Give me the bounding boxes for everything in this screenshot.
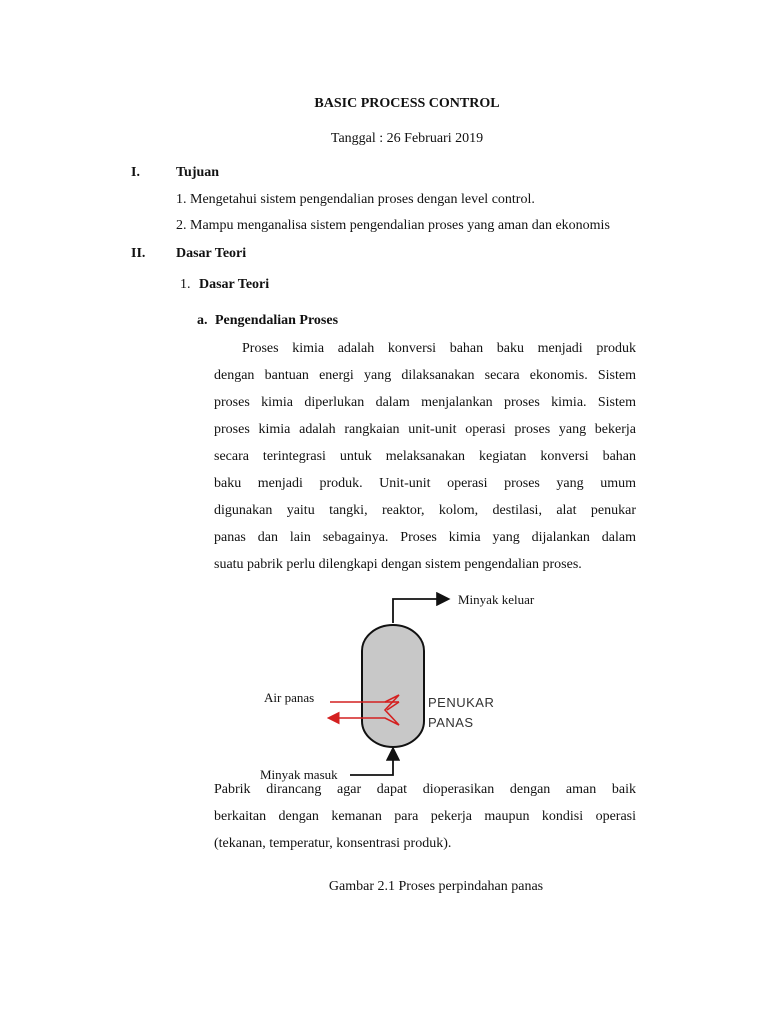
paragraph-line: berkaitan dengan kemanan para pekerja maupun kondisi operasi — [214, 809, 636, 824]
figure-caption: Gambar 2.1 Proses perpindahan panas — [328, 879, 544, 894]
paragraph-line: proses kimia diperlukan dalam menjalankan proses kimia. Sistem — [214, 395, 636, 410]
section-2-number: II. — [131, 246, 146, 261]
section-1-number: I. — [131, 165, 140, 180]
paragraph-process-chemistry — [214, 335, 636, 578]
paragraph-line: baku menjadi produk. Unit-unit operasi proses yang umum — [214, 476, 636, 491]
paragraph-line: suatu pabrik perlu dilengkapi dengan sistem pengendalian proses. — [214, 557, 582, 572]
label-oil-out: Minyak keluar — [458, 592, 535, 607]
section-1-heading: Tujuan — [176, 165, 220, 180]
label-hot-water: Air panas — [264, 690, 315, 705]
document-title: BASIC PROCESS CONTROL — [314, 96, 500, 111]
subsubsection-heading: Pengendalian Proses — [215, 313, 339, 328]
inlet-pipe — [350, 750, 393, 775]
paragraph-line: digunakan yaitu tangki, reaktor, kolom, destilasi, alat penukar — [214, 503, 636, 518]
label-oil-in: Minyak masuk — [260, 767, 338, 782]
subsubsection-label: a. — [197, 313, 208, 328]
paragraph-line: dengan bantuan energi yang dilaksanakan secara ekonomis. Sistem — [214, 368, 636, 383]
vessel — [362, 625, 424, 747]
paragraph-line: (tekanan, temperatur, konsentrasi produk). — [214, 836, 452, 851]
document-date: Tanggal : 26 Februari 2019 — [330, 131, 484, 146]
paragraph-plant-design — [214, 776, 636, 857]
objective-item-1: 1. Mengetahui sistem pengendalian proses dengan level control. — [176, 192, 535, 207]
paragraph-line: secara terintegrasi untuk melaksanakan kegiatan konversi bahan — [214, 449, 636, 464]
outlet-pipe — [393, 599, 447, 623]
objective-item-2: 2. Mampu menganalisa sistem pengendalian proses yang aman dan ekonomis — [176, 218, 610, 233]
paragraph-line: Pabrik dirancang agar dapat dioperasikan dengan aman baik — [214, 782, 636, 797]
heat-exchanger-diagram — [255, 585, 555, 785]
label-exchanger-line2: PANAS — [428, 715, 474, 730]
paragraph-line: panas dan lain sebagainya. Proses kimia yang dijalankan dalam — [214, 530, 636, 545]
section-2-heading: Dasar Teori — [176, 246, 247, 261]
paragraph-line: Proses kimia adalah konversi bahan baku menjadi produk — [242, 341, 636, 356]
subsection-number: 1. — [180, 277, 191, 292]
subsection-heading: Dasar Teori — [199, 277, 270, 292]
label-exchanger-line1: PENUKAR — [428, 695, 495, 710]
paragraph-line: proses kimia adalah rangkaian unit-unit operasi proses yang bekerja — [214, 422, 636, 437]
